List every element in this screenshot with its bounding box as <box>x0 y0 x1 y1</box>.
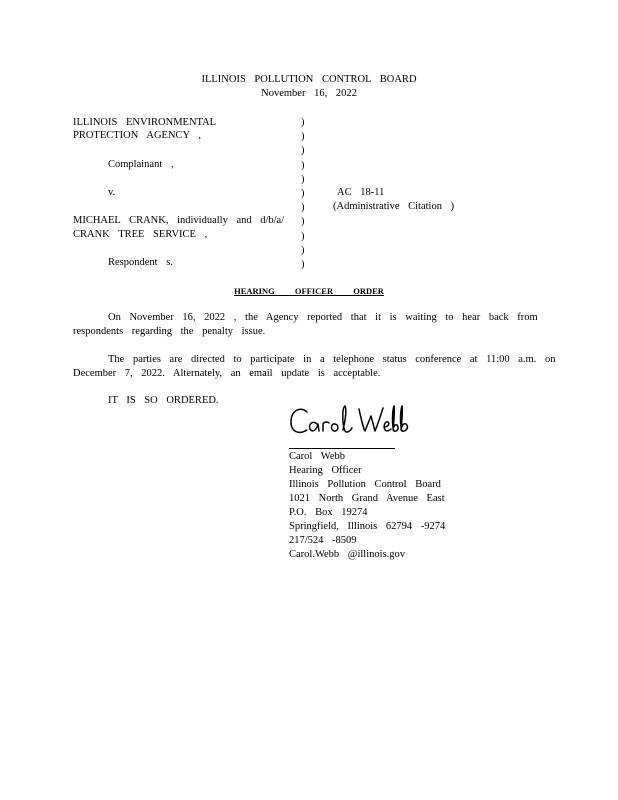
signer-organization: Illinois Pollution Control Board <box>289 479 441 490</box>
paragraph-1-line-2: respondents regarding the penalty issue. <box>73 326 266 337</box>
phone-number: 217/524 -8509 <box>289 535 357 546</box>
caption-paren: ) <box>301 216 305 228</box>
caption-paren: ) <box>301 131 305 143</box>
caption-paren: ) <box>301 188 305 200</box>
caption-paren: ) <box>301 244 305 256</box>
complainant-name-line2: PROTECTION AGENCY , <box>73 130 201 141</box>
complainant-name-line1: ILLINOIS ENVIRONMENTAL <box>73 117 217 128</box>
signer-title: Hearing Officer <box>289 465 362 476</box>
signer-name: Carol Webb <box>289 451 345 462</box>
respondent-name-line1: MICHAEL CRANK, individually and d/b/a/ <box>73 215 285 226</box>
caption-paren: ) <box>301 117 305 128</box>
paragraph-2-line-2: December 7, 2022. Alternately, an email update is acceptable. <box>73 368 381 379</box>
email-address: Carol.Webb @illinois.gov <box>289 549 406 560</box>
caption-parenthesis-column <box>301 116 305 272</box>
respondent-role: Respondent s. <box>108 257 173 268</box>
address-city: Springfield, Illinois 62794 -9274 <box>289 521 446 532</box>
address-line-2: P.O. Box 19274 <box>289 507 368 518</box>
signature-line <box>289 448 395 449</box>
caption-paren: ) <box>301 230 305 242</box>
caption-paren: ) <box>301 145 305 157</box>
order-title: HEARING OFFICER ORDER <box>234 286 384 296</box>
paragraph-1-line-1: On November 16, 2022 , the Agency reported that it is waiting to hear back from <box>108 312 538 323</box>
caption-paren: ) <box>301 173 305 185</box>
caption-paren: ) <box>301 259 305 271</box>
caption-paren: ) <box>301 202 305 214</box>
case-type: (Administrative Citation ) <box>333 201 455 212</box>
order-date: November 16, 2022 <box>261 88 357 99</box>
paragraph-2-line-1: The parties are directed to participate in a telephone status conference at 11:00 a.m. on <box>108 354 556 365</box>
board-header: ILLINOIS POLLUTION CONTROL BOARD <box>201 74 417 85</box>
respondent-name-line2: CRANK TREE SERVICE , <box>73 229 208 240</box>
address-line-1: 1021 North Grand Avenue East <box>289 493 445 504</box>
caption-paren: ) <box>301 159 305 171</box>
versus-label: v. <box>108 187 116 198</box>
complainant-role: Complainant , <box>108 159 174 170</box>
closing-statement: IT IS SO ORDERED. <box>108 395 219 406</box>
handwritten-signature <box>285 400 415 442</box>
case-number: AC 18-11 <box>337 187 385 198</box>
